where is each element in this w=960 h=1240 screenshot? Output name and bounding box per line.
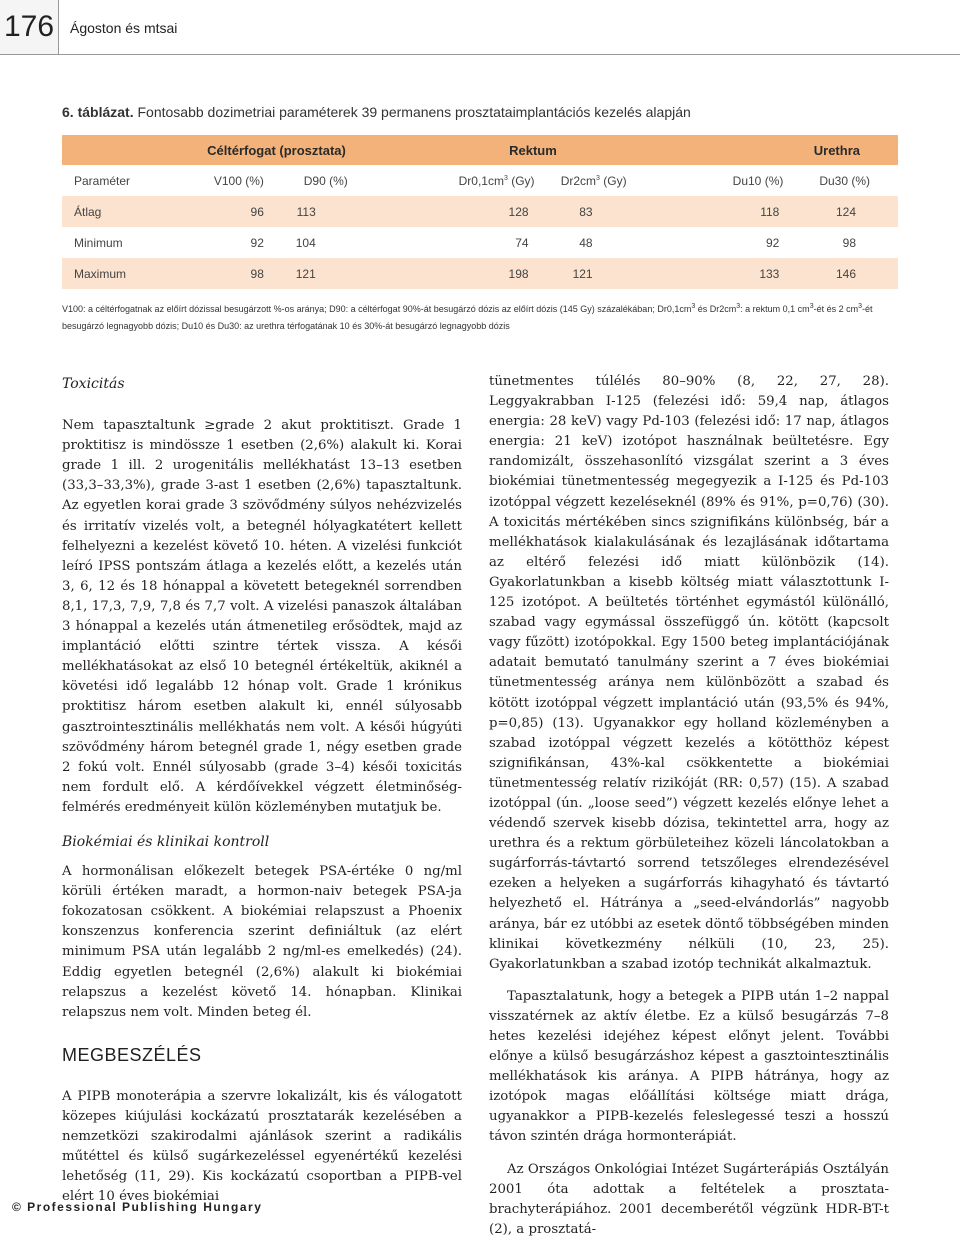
paragraph: A PIPB monoterápia a szervre lokalizált, kis és válogatott közepes kiújulási kockázatú prosztatarák kezelésében a nemzetközi szakirodalmi ajánlások szerint a radikális műtéttel és külső sugárkezeléssel egyenértékű kezelési lehetőség (11, 29). Kis kockázatú csoportban a PIPB-vel elért 10 éves biokémiai bbox=[62, 1088, 462, 1205]
left-column bbox=[62, 374, 462, 1207]
section-heading-discussion: MEGBESZÉLÉS bbox=[62, 1044, 202, 1065]
table-column-header bbox=[62, 165, 898, 196]
table-footnote: V100: a céltérfogatnak az előírt dózissal besugárzott %-os aránya; D90: a céltérfogat 90%-át besugárzó dózis az előírt dózis (145 Gy) százalékában; $Dr0,1cm^3$ és $Dr2cm^3$: a rektum 0,1 $cm^3-ét$ és 2 $cm^3-ét$ besugárzó legnagyobb dózis; Du10 és Du30: az urethra térfogatának 10 és 30%-át besugárzó legnagyobb dózis bbox=[62, 303, 873, 331]
col-param: Paraméter bbox=[62, 165, 195, 196]
row-label: Minimum bbox=[62, 227, 195, 258]
section-heading-biochem: Biokémiai és klinikai kontroll bbox=[62, 833, 270, 850]
cell-d90: 113 bbox=[264, 196, 358, 227]
paragraph: Nem tapasztaltunk ≥grade 2 akut proktitiszt. Grade 1 proktitisz is mindössze 1 esetben (2,6%) alakult ki. Korai grade 1 ill. 2 urogenitális mellékhatást 13–13 esetben (33,3–33,3%), grade 3-ast 1 esetben (2,6%) tapasztaltunk. Az egyetlen korai grade 3 szövődmény súlyos nehézvizelés és irritatív vizelés volt, a betegnél hólyagkatétert kellett felhelyezni a kezelést követő 10. héten. A vizelési funkciót leíró IPSS pontszám átlaga a kezelés előtt, a kezelés után 3, 6, 12 és 18 hónappal a követett betegeknél sorrendben 8,1, 17,3, 7,9, 7,8 és 7,7 volt. A vizelési panaszok általában 3 hónappal a kezelés után átmenetileg erősödtek, majd az implantáció előtti szintre tértek vissza. A késői mellékhatásokat az első 10 betegnél értékeltük, akiknél a követési idő legalább 12 hónap volt. Grade 1 krónikus proktitisz három esetben alakult ki, ennél súlyosabb gasztrointesztinális mellékhatás nem volt. A késői húgyúti szövődmény három betegnél grade 1, négy esetben grade 2 fokú volt. Ennél súlyosabb (grade 3–4) késői toxicitás nem fordult elő. A kérdőívekkel végzett életminőség-felmérés eredményeit külön közleményben mutatjuk be. bbox=[62, 418, 462, 815]
row-label: Maximum bbox=[62, 258, 195, 289]
table-row bbox=[62, 258, 898, 289]
row-label: Átlag bbox=[62, 196, 195, 227]
group-urethra: Urethra bbox=[690, 135, 898, 165]
dosimetry-table bbox=[62, 135, 898, 289]
cell-dr01: 198 bbox=[439, 258, 534, 289]
table-caption-label: 6. táblázat. bbox=[62, 104, 134, 120]
cell-dr2: 121 bbox=[535, 258, 627, 289]
paragraph: tünetmentes túlélés 80–90% (8, 22, 27, 28). Leggyakrabban I-125 (felezési idő: 59,4 nap, átlagos energia: 28 keV) vagy Pd-103 (felezési idő: 17 nap, átlagos energia: 21 keV) izotópot használnak beültetésre. Egy randomizált, összehasonlító vizsgálat szerint a 3 éves biokémiai tünetmentesség megegyezik a I-125 és Pd-103 izotóppal végzett kezeléseknél (89% és 91%, p=0,76) (30). A toxicitás mértékében sincs szignifikáns különbség, bár a mellékhatások kialakulásának és lezajlásának időtartama az eltérő felezési idő miatt különbözik (14). Gyakorlatunkban a kisebb költség miatt választottunk I-125 izotópot. A beültetés történhet egymástól különálló, szabad vagy egymással összefüggő ún. kötött (kapcsolt vagy fűzött) izotópokkal. Egy 1500 beteg implantációjának adatait bemutató tanulmány szerint a 7 éves biokémiai tünetmentesség aránya nem különbözött a szabad és kötött izotóppal végzett implantáció után (93,5% és 94%, p=0,85) (13). Ugyanakkor egy holland közleményben a szabad izotóppal végzett kezelés a kötötthöz képest szignifikánsan, 43%-kal csökkentette a biokémiai tünetmentesség relatív rizikóját (RR: 0,57) (15). A szabad izotóppal (ún. „loose seed”) végzett kezelés előnye lehet a védendő szervek kisebb dózisa, tekintettel arra, hogy az urethra és a rektum görbületeihez közeli láncolatokban a sugárforrás-távtartó sorrend tetszőleges elrendezésével ezeken a helyeken a sugárforrás kihagyható és távtartó helyezhető el. Hátránya a „seed-elvándorlás” nagyobb aránya, bár ez utóbbi az esetek döntő többségében minden klinikai következmény nélküli (10, 23, 25). Gyakorlatunkban a szabad izotóp technikát alkalmaztuk. bbox=[489, 374, 889, 972]
col-d90: D90 (%) bbox=[264, 165, 358, 196]
cell-du30: 146 bbox=[783, 258, 898, 289]
col-v100: V100 (%) bbox=[195, 165, 264, 196]
cell-du30: 124 bbox=[783, 196, 898, 227]
cell-dr2: 83 bbox=[535, 196, 627, 227]
cell-du10: 118 bbox=[690, 196, 783, 227]
table-group-header bbox=[62, 135, 898, 165]
page-number: 176 bbox=[0, 0, 59, 54]
table-row bbox=[62, 227, 898, 258]
table-caption-text: Fontosabb dozimetriai paraméterek 39 permanens prosztataimplantációs kezelés alapján bbox=[133, 104, 691, 120]
running-author: Ágoston és mtsai bbox=[70, 20, 178, 36]
cell-du30: 98 bbox=[783, 227, 898, 258]
cell-dr01: 74 bbox=[439, 227, 534, 258]
right-column bbox=[489, 372, 889, 1240]
table-caption bbox=[62, 104, 691, 120]
group-rectum: Rektum bbox=[439, 135, 626, 165]
footer-copyright: © Professional Publishing Hungary bbox=[12, 1200, 263, 1214]
col-dr2: $Dr2cm^3$ (Gy) bbox=[535, 165, 627, 196]
paragraph: A hormonálisan előkezelt betegek PSA-értéke 0 ng/ml körüli értéken maradt, a hormon-naiv betegek PSA-ja fokozatosan csökkent. A biokémiai relapszust a Phoenix konszenzus konferencia szerint definiáltuk (az elért minimum PSA után legalább 2 ng/ml-es emelkedés) (24). Eddig egyetlen betegnél (2,6%) alakult ki biokémiai relapszus a kezelést követő 14. hónapban. Klinikai relapszus nem volt. Minden beteg él. bbox=[62, 864, 462, 1020]
col-du10: Du10 (%) bbox=[690, 165, 783, 196]
col-dr01: $Dr0,1cm^3$ (Gy) bbox=[439, 165, 534, 196]
cell-d90: 104 bbox=[264, 227, 358, 258]
group-target: Céltérfogat (prosztata) bbox=[195, 135, 358, 165]
section-heading-toxicity: Toxicitás bbox=[62, 376, 125, 392]
cell-du10: 92 bbox=[690, 227, 783, 258]
cell-du10: 133 bbox=[690, 258, 783, 289]
cell-dr01: 128 bbox=[439, 196, 534, 227]
paragraph: Az Országos Onkológiai Intézet Sugárterápiás Osztályán 2001 óta adottak a feltételek a prosztata-brachyterápiához. 2001 decemberétől végzünk HDR-BT-t (2), a prosztatá- bbox=[489, 1161, 889, 1237]
col-du30: Du30 (%) bbox=[783, 165, 898, 196]
cell-v100: 96 bbox=[195, 196, 264, 227]
cell-v100: 92 bbox=[195, 227, 264, 258]
table-row bbox=[62, 196, 898, 227]
cell-v100: 98 bbox=[195, 258, 264, 289]
paragraph: Tapasztalatunk, hogy a betegek a PIPB után 1–2 nappal visszatérnek az aktív életbe. Ez a külső besugárzás 7–8 hetes kezelési idejéhez képest előnyt jelent. További előnye a külső besugárzáshoz képest a gasztointesztinális mellékhatások kis aránya. A PIPB hátránya, hogy az izotópok magas előállítási költsége miatt drága, ugyanakkor a PIPB-kezelés feleslegessé teszi a hosszú távon szintén drága hormonterápiát. bbox=[489, 988, 889, 1145]
header-divider bbox=[0, 54, 960, 55]
cell-d90: 121 bbox=[264, 258, 358, 289]
cell-dr2: 48 bbox=[535, 227, 627, 258]
